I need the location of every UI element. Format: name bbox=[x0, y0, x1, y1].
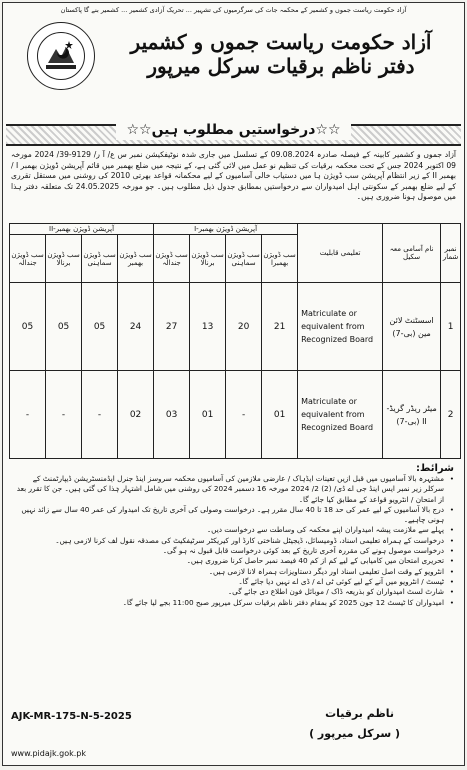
condition-item: • امیدواران کا ٹیسٹ 12 جون 2025 کو بمقام دفتر ناظم برقیات سرکل میرپور صبح 11:00 بجے لیا جائے گا۔ bbox=[13, 598, 454, 608]
condition-item: • درخواست کے ہمراہ تعلیمی اسناد، ڈومیسائل، ڈیجیٹل شناختی کارڈ اور کیریکٹر سرٹیفکیٹ کی مصدقہ نقول لف کرنا لازمی ہیں۔ bbox=[13, 536, 454, 546]
condition-item: • شارٹ لسٹ امیدواران کو بذریعہ ڈاک / موبائل فون اطلاع دی جائے گی۔ bbox=[13, 587, 454, 597]
signatory-title: ناظم برقیات bbox=[325, 707, 394, 720]
row-count: 21 bbox=[262, 283, 298, 371]
condition-item: • تحریری امتحان میں کامیابی کے لیے کم از کم 40 فیصد نمبر حاصل کرنا ضروری ہیں۔ bbox=[13, 556, 454, 566]
table-row bbox=[10, 283, 461, 371]
subheader-cell: سب ڈویژن بھمبر bbox=[118, 235, 154, 283]
office-name: دفتر ناظم برقیات سرکل میرپور bbox=[147, 54, 415, 78]
header-division-1: آپریشن ڈویژن بھمبر-I bbox=[154, 224, 298, 235]
table-row bbox=[10, 371, 461, 459]
conditions-list bbox=[13, 474, 454, 608]
applications-wanted-banner bbox=[6, 116, 461, 146]
top-slogan: آزاد حکومت ریاست جموں و کشمیر کے محکمہ جات کی سرگرمیوں کی تشہیر ... تحریک آزادی کشمیر ... کشمیر بنے گا پاکستان bbox=[60, 6, 407, 14]
row-count: 27 bbox=[154, 283, 190, 371]
vacancies-table bbox=[9, 223, 461, 459]
conditions-title: شرائط: bbox=[416, 463, 454, 474]
subheader-cell: سب ڈویژن جندالہ bbox=[154, 235, 190, 283]
row-count: 01 bbox=[262, 371, 298, 459]
signatory-office: ( سرکل میرپور ) bbox=[309, 727, 400, 740]
header-post: نام آسامی معہ سکیل bbox=[383, 224, 441, 283]
condition-item: • مشتہرہ بالا آسامیوں میں قبل ازیں تعینات ایڈہاک / عارضی ملازمین کی آسامیوں محکمہ سروسز اینڈ جنرل ایڈمنسٹریشن ڈیپارٹمنٹ کے سرکلر زیر نمبر ایس اینڈ جی اے ڈی/ (2) 2/ 2024 مورخہ 16 دسمبر 2024 کی روشنی میں شامل اشتہار ہٰذا کی گئی ہیں۔ جن کا تقرر بعد از امتحان / انٹرویو قواعد کے مطابق کیا جائے گا۔ bbox=[13, 474, 454, 505]
advertisement-page bbox=[2, 2, 465, 766]
row-count: 05 bbox=[82, 283, 118, 371]
subheader-cell: سب ڈویژن برنالا bbox=[190, 235, 226, 283]
row-count: 05 bbox=[46, 283, 82, 371]
subheader-cell: سب ڈویژن جندالہ bbox=[10, 235, 46, 283]
row-count: - bbox=[82, 371, 118, 459]
row-count: 02 bbox=[118, 371, 154, 459]
row-serial: 1 bbox=[441, 283, 461, 371]
footer bbox=[3, 703, 464, 765]
government-title bbox=[116, 30, 446, 78]
row-qualification: Matriculate or equivalent from Recognized Board bbox=[298, 283, 383, 371]
condition-item: • ٹیسٹ / انٹرویو میں آنے کے لیے کوئی ٹی اے / ڈی اے نہیں دیا جائے گا۔ bbox=[13, 577, 454, 587]
row-count: - bbox=[10, 371, 46, 459]
reference-code: AJK-MR-175-N-5-2025 bbox=[11, 711, 132, 722]
intro-paragraph: آزاد جموں و کشمیر کابینہ کے فیصلہ صادرہ 09.08.2024 کے تسلسل میں جاری شدہ نوٹیفکیشن نمبر س ع/ آ ر/ 9129-39/ 2024 مورخہ 09 اکتوبر 2024 جس کے تحت محکمہ برقیات کی تنظیم نو عمل میں لائی گئی ہے، کے نتیجہ میں ضلع بھمبر میں قائم آپریشن ڈویژن بھمبر I / بھمبر II کے زیر انتظام آپریشن سب ڈویژن ہا میں دستیاب خالی آسامیوں کے لیے محکمانہ قواعد بھرتی 2010 کی روشنی میں مستقل تقرری کے لیے ضلع بھمبر کے سکونتی اہل امیدواران سے درخواستیں بمطابق جدول ذیل مطلوب ہیں۔ جو مورخہ 24.05.2025 تک متعلقہ دفتر ہذا میں موصول ہونا ضروری ہیں۔ bbox=[11, 150, 457, 202]
header-serial: نمبر شمار bbox=[441, 224, 461, 283]
subheader-cell: سب ڈویژن سماہنی bbox=[226, 235, 262, 283]
condition-item: • درخواست موصول ہونے کی مقررہ آخری تاریخ کے بعد کوئی درخواست قابل قبول نہ ہو گی۔ bbox=[13, 546, 454, 556]
condition-item: • درج بالا آسامیوں کے لیے عمر کی حد 18 تا 40 سال مقرر ہے۔ درخواست وصولی کی آخری تاریخ تک امیدوار کی عمر 40 سال سے زائد نہیں ہونی چاہیے۔ bbox=[13, 505, 454, 526]
row-count: 20 bbox=[226, 283, 262, 371]
row-count: 24 bbox=[118, 283, 154, 371]
row-serial: 2 bbox=[441, 371, 461, 459]
row-count: - bbox=[46, 371, 82, 459]
government-name: آزاد حکومت ریاست جموں و کشمیر bbox=[130, 30, 432, 54]
header-division-2: آپریشن ڈویژن بھمبر-II bbox=[10, 224, 154, 235]
subheader-cell: سب ڈویژن بھمبرا bbox=[262, 235, 298, 283]
row-qualification: Matriculate or equivalent from Recognized Board bbox=[298, 371, 383, 459]
table-header-row bbox=[10, 224, 461, 235]
row-count: - bbox=[226, 371, 262, 459]
banner-title: ☆☆درخواستیں مطلوب ہیں☆☆ bbox=[116, 120, 350, 140]
website-link[interactable]: www.pidajk.gok.pk bbox=[11, 749, 86, 758]
row-count: 13 bbox=[190, 283, 226, 371]
row-post: اسسٹنٹ لائن مین (بی-7) bbox=[383, 283, 441, 371]
row-count: 01 bbox=[190, 371, 226, 459]
subheader-cell: سب ڈویژن سماہنی bbox=[82, 235, 118, 283]
row-count: 05 bbox=[10, 283, 46, 371]
row-count: 03 bbox=[154, 371, 190, 459]
ajk-emblem-icon bbox=[27, 22, 95, 90]
subheader-cell: سب ڈویژن برنالا bbox=[46, 235, 82, 283]
row-post: میٹر ریڈر گریڈ-II (بی-7) bbox=[383, 371, 441, 459]
condition-item: • پہلے سے ملازمت پیشہ امیدواران اپنے محکمہ کی وساطت سے درخواست دیں۔ bbox=[13, 525, 454, 535]
header bbox=[3, 16, 464, 116]
condition-item: • انٹرویو کے وقت اصل تعلیمی اسناد اور دیگر دستاویزات ہمراہ لانا لازمی ہیں۔ bbox=[13, 567, 454, 577]
header-qualification: تعلیمی قابلیت bbox=[298, 224, 383, 283]
